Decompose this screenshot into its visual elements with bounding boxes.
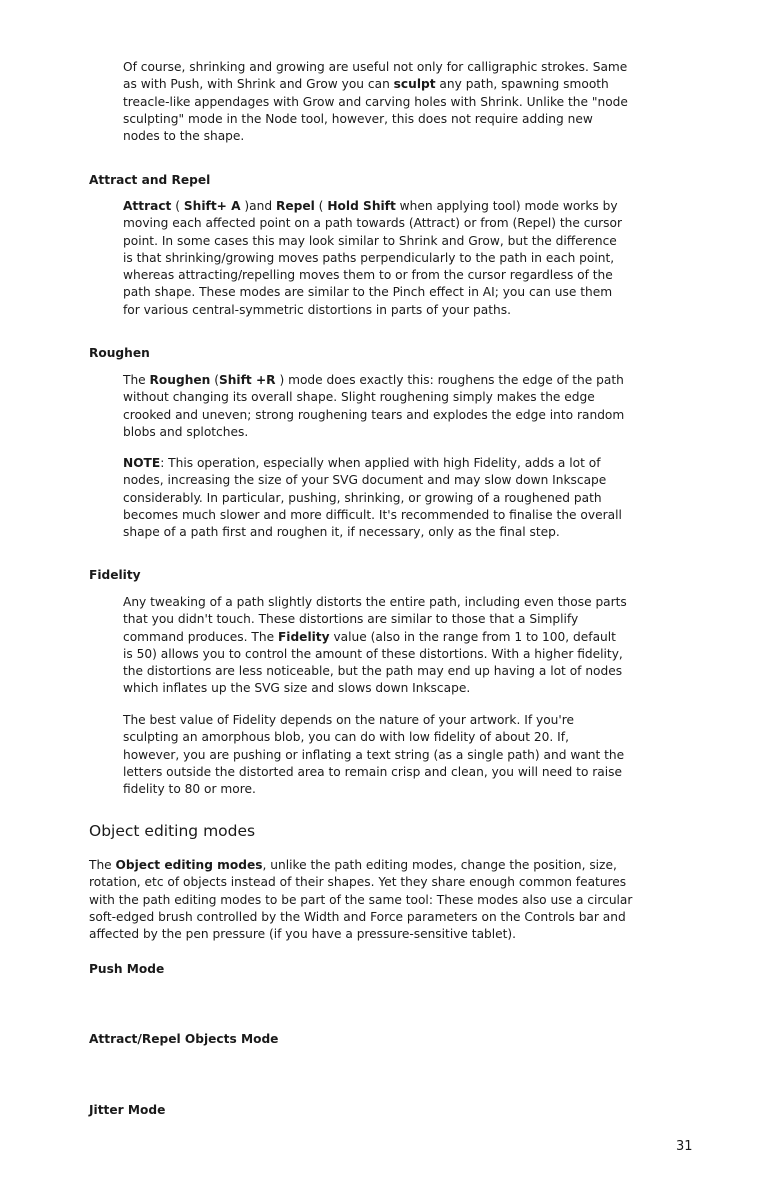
- bold-term-repel: Repel: [275, 199, 315, 213]
- bold-term-sculpt: sculpt: [393, 77, 436, 92]
- bold-term-attract: Attract: [123, 199, 172, 213]
- section-title-object-editing-modes: Object editing modes: [89, 822, 256, 840]
- bold-term-roughen: Roughen: [149, 373, 211, 387]
- paragraph-attract-repel: Attract ( Shift+ A )and Repel ( Hold Shift when applying tool) mode works by moving each affected point on a path towards (Attract) or from (Repel) the cursor point. In some cases this may look similar to Shrink and Grow, but the difference is that shrinking/growing moves paths perpendicularly to the path in each point, whereas attracting/repelling moves them to or from the cursor regardless of the path shape. These modes are similar to the Pinch effect in AI; you can use them for various central-symmetric distortions in parts of your paths.: [123, 199, 622, 317]
- heading-fidelity: Fidelity: [89, 568, 141, 582]
- heading-attract-and-repel: Attract and Repel: [89, 173, 211, 187]
- heading-jitter-mode: Jitter Mode: [89, 1103, 166, 1117]
- paragraph-roughen: The Roughen (Shift +R ) mode does exactly this: roughens the edge of the path without changing its overall shape. Slight roughening simply makes the edge crooked and uneven; strong roughening tears and explodes the edge into random blobs and splotches.: [123, 373, 625, 439]
- paragraph-fidelity-best-value: The best value of Fidelity depends on the nature of your artwork. If you're sculpting an amorphous blob, you can do with low fidelity of about 20. If, however, you are pushing or inflating a text string (as a single path) and want the letters outside the distorted area to remain crisp and clean, you will need to raise fidelity to 80 or more.: [123, 713, 625, 797]
- heading-roughen: Roughen: [89, 346, 150, 360]
- heading-attract-repel-objects-mode: Attract/Repel Objects Mode: [89, 1032, 279, 1046]
- bold-term-object-editing-modes: Object editing modes: [115, 858, 263, 872]
- note-label: NOTE: [123, 456, 161, 470]
- text-run: Of course, shrinking and growing are useful not only for calligraphic strokes. Same as with Push, with Shrink and Grow you can: [123, 60, 628, 92]
- paragraph-note: NOTE: This operation, especially when applied with high Fidelity, adds a lot of nodes, increasing the size of your SVG document and may slow down Inkscape considerably. In particular, pushing, shrinking, or growing of a roughened path becomes much slower and more difficult. It's recommended to finalise the overall shape of a path first and roughen it, if necessary, only as the final step.: [123, 456, 622, 540]
- heading-push-mode: Push Mode: [89, 962, 165, 976]
- text-run: any path, spawning smooth treacle-like appendages with Grow and carving holes with Shrink. Unlike the "node sculpting" mode in the Node tool, however, this does not require adding new nodes to the shape.: [123, 77, 628, 144]
- shortcut-shift-r: Shift +R: [218, 373, 276, 387]
- paragraph-fidelity: Any tweaking of a path slightly distorts the entire path, including even those parts that you didn't touch. These distortions are similar to those that a Simplify command produces. The Fidelity value (also in the range from 1 to 100, default is 50) allows you to control the amount of these distortions. With a higher fidelity, the distortions are less noticeable, but the path may end up having a lot of nodes which inflates up the SVG size and slows down Inkscape.: [123, 595, 627, 696]
- page-number: 31: [676, 1139, 693, 1154]
- shortcut-shift-a: Shift+ A: [183, 199, 241, 213]
- paragraph-shrink-grow: [123, 59, 628, 145]
- shortcut-hold-shift: Hold Shift: [327, 199, 396, 213]
- paragraph-object-editing-modes: The Object editing modes, unlike the path editing modes, change the position, size, rotation, etc of objects instead of their shapes. Yet they share enough common features with the path editing modes to be part of the same tool: These modes also use a circular soft-edged brush controlled by the Width and Force parameters on the Controls bar and affected by the pen pressure (if you have a pressure-sensitive tablet).: [89, 858, 633, 942]
- bold-term-fidelity: Fidelity: [277, 629, 330, 644]
